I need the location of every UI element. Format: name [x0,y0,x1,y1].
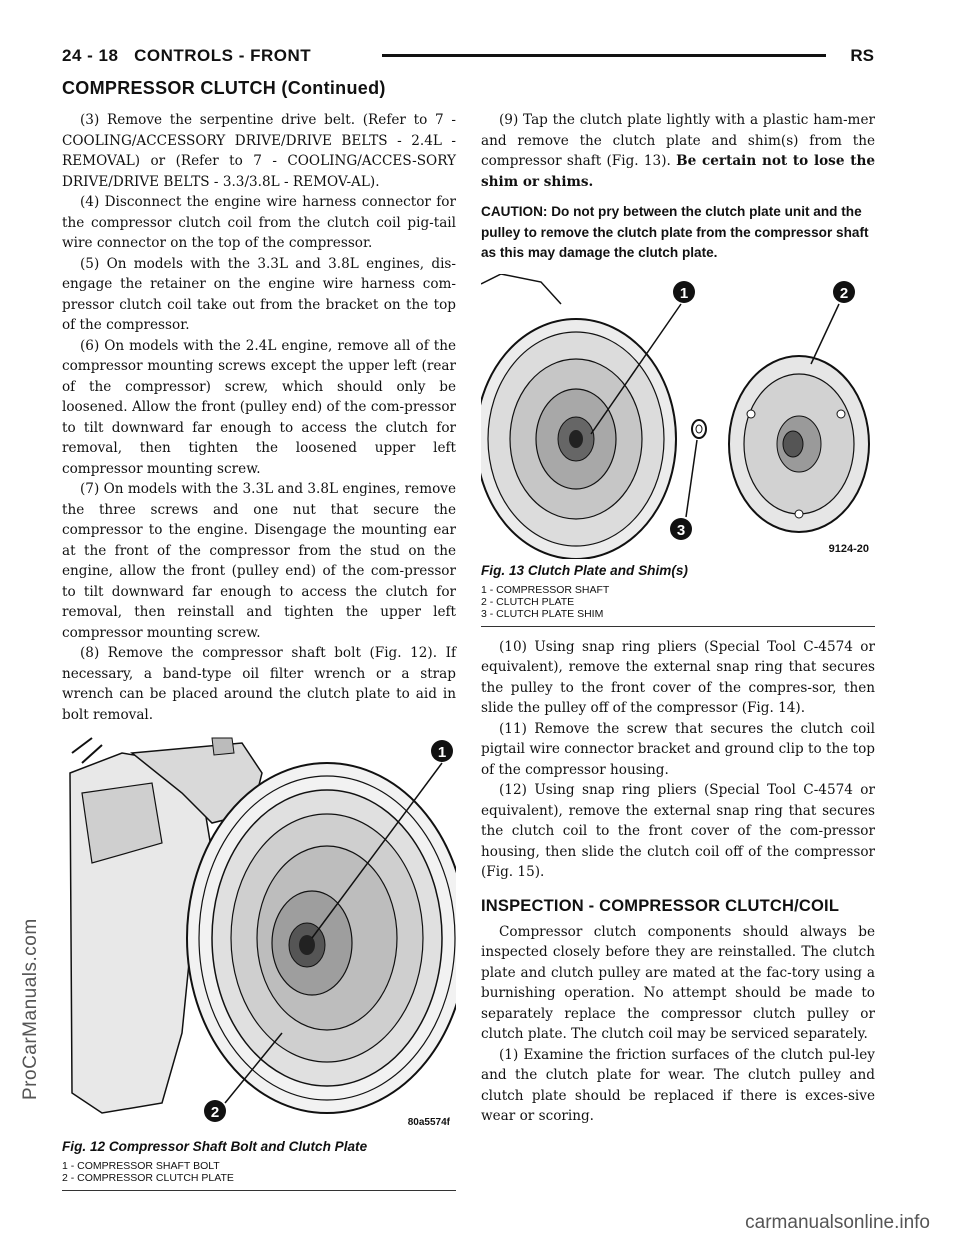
fig13-legend-1: 1 - COMPRESSOR SHAFT [481,583,610,596]
fig13-callout-3: 3 [676,521,686,539]
fig13-legend-3: 3 - CLUTCH PLATE SHIM [481,607,604,620]
fig13-legend-2: 2 - CLUTCH PLATE [481,595,575,608]
fig12-callout-1: 1 [437,744,447,761]
step-11: (11) Remove the screw that secures the clutch coil pigtail wire connector bracket and ground clip to the top of the compressor housing. [481,720,875,778]
header-rule [382,54,826,57]
page-reference: 24 - 18 CONTROLS - FRONT [62,46,312,65]
step-12: (12) Using snap ring pliers (Special Tool C-4574 or equivalent), remove the external snap ring that secures the clutch coil to the front cover of the com-pressor housing, then slide the clutch coil off of the compressor (Fig. 15). [481,782,875,880]
fig12-legend [62,1160,456,1184]
step-10: (10) Using snap ring pliers (Special Tool C-4574 or equivalent), remove the external snap ring that secures the pulley to the front cover of the compres-sor, then slide the pulley off of the compressor (Fig. 14). [481,638,875,716]
section-title-inspection: INSPECTION - COMPRESSOR CLUTCH/COIL [481,896,840,915]
fig12-callout-2: 2 [210,1104,220,1121]
fig13-callout-1: 1 [679,284,689,302]
step-4: (4) Disconnect the engine wire harness connector for the compressor clutch coil from the clutch coil pig-tail wire connector on the top of the compressor. [62,194,456,251]
footer-watermark: carmanualsonline.info [745,1212,930,1233]
inspection-intro: Compressor clutch components should always be inspected closely before they are reinstalled. The clutch plate and clutch pulley are mated at the fac-tory using a burnishing operation. No attempt should be made to separately replace the compressor clutch pulley or clutch plate. The clutch coil may be serviced separately. [481,923,875,1042]
figure-12 [62,733,456,1191]
step-9: (9) Tap the clutch plate lightly with a plastic ham-mer and remove the clutch plate and shim(s) from the compressor shaft (Fig. 13). Be certain not to lose the shim or shims. [481,112,876,190]
fig12-illustration [62,733,456,1135]
fig12-legend-2: 2 - COMPRESSOR CLUTCH PLATE [62,1172,234,1184]
step-6: (6) On models with the 2.4L engine, remove all of the compressor mounting screws except the upper left (rear of the compressor) screw, which should only be loosened. Allow the front (pulley end) of the com-pressor to tilt downward far enough to access the clutch for removal, then tighten the loosened upper left compressor mounting screw. [62,337,456,477]
caution-note: CAUTION: Do not pry between the clutch plate unit and the pulley to remove the clutch plate from the compressor shaft as this may damage the clutch plate. [481,204,869,260]
fig12-legend-1: 1 - COMPRESSOR SHAFT BOLT [62,1160,220,1172]
step-3: (3) Remove the serpentine drive belt. (Refer to 7 - COOLING/ACCESSORY DRIVE/DRIVE BELTS - 2.4L - REMOVAL) or (Refer to 7 - COOLING/ACCES-SORY DRIVE/DRIVE BELTS - 3.3/3.8L - REMOV-AL). [62,112,456,190]
step-9-warning: Be certain not to lose the shim or shims. [481,153,876,190]
right-column [481,110,875,1127]
fig12-caption: Fig. 12 Compressor Shaft Bolt and Clutch Plate [62,1139,368,1154]
fig13-code: 9124-20 [828,542,869,555]
fig13-legend [481,584,875,620]
fig13-illustration [481,274,875,559]
inspection-step-1: (1) Examine the friction surfaces of the clutch pul-ley and the clutch plate for wear. The clutch pulley and clutch plate should be replaced if there is exces-sive wear or scoring. [481,1046,875,1124]
step-8: (8) Remove the compressor shaft bolt (Fig. 12). If necessary, a band-type oil filter wrench or a strap wrench can be placed around the clutch plate to aid in bolt removal. [62,645,456,723]
step-7: (7) On models with the 3.3L and 3.8L engines, remove the three screws and one nut that secure the compressor to the engine. Disengage the mounting ear at the front of the compressor from the stud on the engine, allow the front (pulley end) of the com-pressor to tilt downward far enough to access the clutch for removal, then reinstall and tighten the upper left compressor mounting screw. [62,481,456,641]
section-continued-title: COMPRESSOR CLUTCH (Continued) [62,78,386,98]
vehicle-code: RS [850,46,874,65]
figure-13 [481,274,875,627]
fig13-callout-2: 2 [839,284,849,302]
left-column [62,110,456,1201]
side-watermark: ProCarManuals.com [20,918,41,1100]
fig13-caption: Fig. 13 Clutch Plate and Shim(s) [481,562,688,578]
step-5: (5) On models with the 3.3L and 3.8L engines, dis-engage the retainer on the engine wire harness com-pressor clutch coil take out from the bracket on the top of the compressor. [62,255,456,333]
page-header [62,46,874,68]
fig12-code: 80a5574f [407,1117,450,1128]
